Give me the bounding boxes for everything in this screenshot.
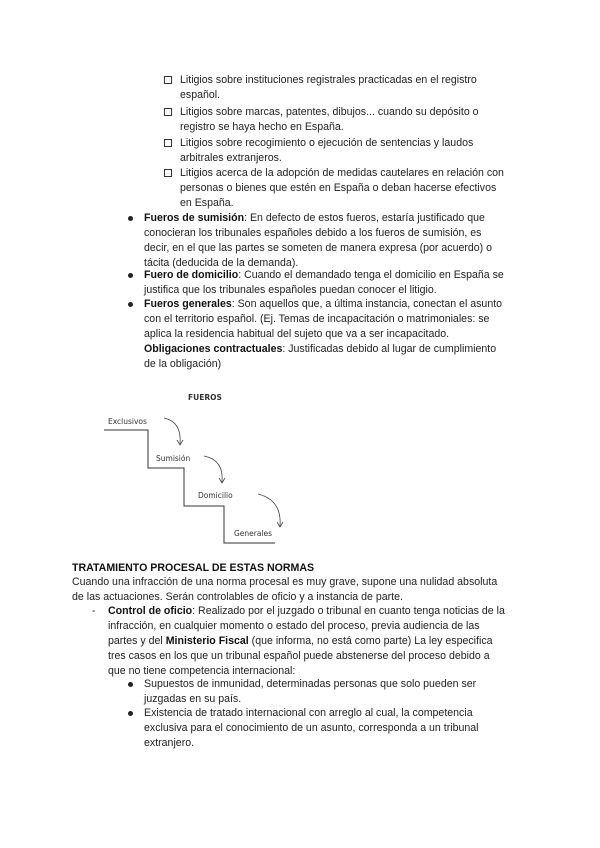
bullet-icon [128, 682, 133, 687]
fuero-title: Fueros generales [144, 298, 232, 310]
checkbox-icon [164, 108, 172, 116]
fuero-title: Fuero de domicilio [144, 269, 239, 281]
checkbox-item [164, 73, 524, 103]
paragraph-line: de las actuaciones. Serán controlables de oficio y a instancia de parte. [72, 591, 403, 603]
section-heading: TRATAMIENTO PROCESAL DE ESTAS NORMAS [72, 562, 315, 574]
diagram-arrow [164, 418, 180, 444]
ministerio-fiscal: Ministerio Fiscal [165, 635, 249, 647]
control-text: partes y del [108, 635, 166, 647]
diagram-arrow [258, 494, 280, 526]
diagram-step-label: Generales [234, 529, 273, 538]
sub-bullet-line: Supuestos de inmunidad, determinadas personas que solo pueden ser [144, 678, 477, 690]
control-text-line: infracción, en cualquier momento o estado del proceso, previa audiencia de las [108, 620, 480, 632]
fuero-text-line: decir, en el que las partes se someten de manera expresa (por acuerdo) o [144, 242, 493, 254]
paragraph-line: Cuando una infracción de una norma procesal es muy grave, supone una nulidad absoluta [72, 576, 498, 588]
fuero-bullet-generales [128, 297, 528, 372]
checkbox-text-line: Litigios sobre marcas, patentes, dibujos... cuando su depósito o [180, 106, 479, 118]
fuero-text-line: con el territorio español. (Ej. Temas de incapacitación o matrimoniales: se [144, 313, 490, 325]
bullet-icon [128, 711, 133, 716]
checkbox-icon [164, 169, 172, 177]
obligaciones-title: Obligaciones contractuales [144, 343, 283, 355]
control-text-line: que no tiene competencia internacional: [108, 665, 296, 677]
bullet-icon [128, 273, 133, 278]
fuero-text: : Son aquellos que, a última instancia, conectan el asunto [231, 298, 503, 310]
checkbox-text-line: Litigios sobre recogimiento o ejecución de sentencias y laudos [180, 137, 474, 149]
checkbox-text-line: registro se haya hecho en España. [180, 121, 344, 133]
checkbox-item [164, 105, 524, 135]
fuero-text-line: aplica la residencia habitual del sujeto que va a ser incapacitado. [144, 328, 450, 340]
checkbox-text-line: personas o bienes que estén en España o deban hacerse efectivos [180, 182, 497, 194]
sub-bullet-line: juzgadas en su país. [144, 693, 242, 705]
obligaciones-text: : Justificadas debido al lugar de cumplimiento [282, 343, 497, 355]
sub-bullet-line: extranjero. [144, 737, 195, 749]
fuero-title: Fueros de sumisión [144, 212, 245, 224]
checkbox-text-line: Litigios acerca de la adopción de medidas cautelares en relación con [180, 167, 504, 179]
sub-bullet [128, 677, 508, 707]
bullet-icon [128, 302, 133, 307]
fuero-text-line: conocieran los tribunales españoles debido a los fueros de sumisión, es [144, 227, 482, 239]
diagram-step-label: Sumisión [156, 454, 191, 463]
control-text: : Realizado por el juzgado o tribunal en cuanto tenga noticias de la [192, 605, 505, 617]
checkbox-item [164, 136, 524, 166]
control-text: (que informa, no está como parte) La ley especifica [248, 635, 493, 647]
control-title: Control de oficio [108, 605, 193, 617]
sub-bullet-line: Existencia de tratado internacional con arreglo al cual, la competencia [144, 707, 473, 719]
checkbox-icon [164, 139, 172, 147]
fuero-text-line: justifica que los tribunales españoles puedan conocer el litigio. [144, 284, 437, 296]
checkbox-text-line: español. [180, 89, 221, 101]
sub-bullet-line: exclusiva para el conocimiento de un asunto, corresponda a un tribunal [144, 722, 479, 734]
section-paragraph [72, 575, 532, 605]
dash-marker: - [92, 605, 96, 617]
checkbox-text-line: arbitrales extranjeros. [180, 152, 282, 164]
control-de-oficio-item [92, 604, 528, 679]
obligaciones-text-line: de la obligación) [144, 358, 222, 370]
bullet-icon [128, 216, 133, 221]
checkbox-text-line: Litigios sobre instituciones registrales practicadas en el registro [180, 74, 477, 86]
fuero-text: : En defecto de estos fueros, estaría justificado que [244, 212, 485, 224]
checkbox-item [164, 166, 524, 211]
fueros-diagram [100, 388, 300, 548]
checkbox-text-line: en España. [180, 197, 234, 209]
fuero-bullet-domicilio [128, 268, 528, 298]
fuero-text: : Cuando el demandado tenga el domicilio en España se [238, 269, 504, 281]
checkbox-icon [164, 76, 172, 84]
diagram-staircase [104, 430, 275, 543]
fuero-text-line: tácita (deducida de la demanda). [144, 257, 299, 269]
diagram-title: FUEROS [188, 393, 222, 402]
sub-bullet [128, 706, 508, 751]
diagram-step-label: Exclusivos [108, 417, 147, 426]
diagram-step-label: Domicilio [198, 491, 233, 500]
fuero-bullet-sumision [128, 211, 528, 271]
control-text-line: tres casos en los que un tribunal español puede abstenerse del proceso debido a [108, 650, 490, 662]
